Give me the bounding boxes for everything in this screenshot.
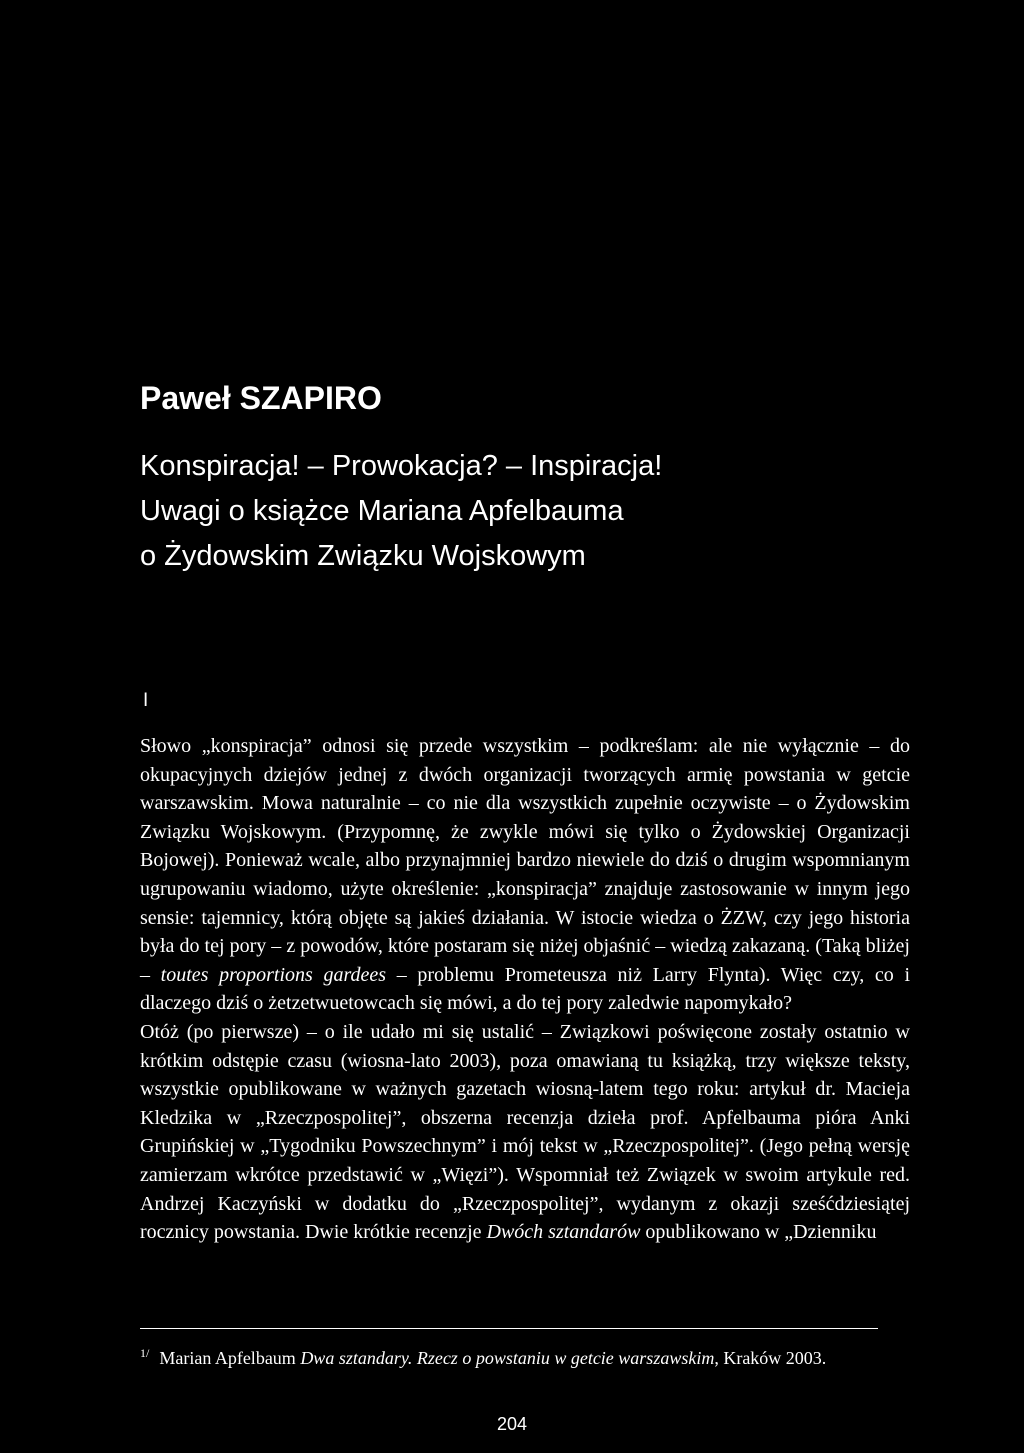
- footnote: [140, 1346, 826, 1369]
- body-text: [140, 732, 910, 1247]
- paragraph-1: [140, 732, 910, 1018]
- footnote-author: Marian Apfelbaum: [159, 1348, 296, 1368]
- paragraph-2: [140, 1018, 910, 1247]
- title-line-2: Uwagi o książce Mariana Apfelbauma: [140, 495, 624, 527]
- section-number: I: [143, 690, 149, 711]
- author-name: Paweł SZAPIRO: [140, 380, 382, 416]
- paragraph-1-text-b: – problemu Prometeusza niż Larry Flynta). Więc czy, co i dlaczego dziś o żetzetwuetowcach się mówi, a do tej pory zaledwie napomykało?: [140, 963, 911, 1015]
- title-line-3: o Żydowskim Związku Wojskowym: [140, 540, 586, 572]
- paragraph-2-text-a: Otóż (po pierwsze) – o ile udało mi się ustalić – Związkowi poświęcone zostały ostatnio w krótkim odstępie czasu (wiosna-lato 2003), poza omawianą tu książką, trzy większe teksty, wszystkie opublikowane w ważnych gazetach wiosną-latem tego roku: artykuł dr. Macieja Kledzika w „Rzeczpospolitej”, obszerna recenzja dzieła prof. Apfelbauma pióra Anki Grupińskiej w „Tygodniku Powszechnym” i mój tekst w „Rzeczpospolitej”. (Jego pełną wersję zamierzam wkrótce przedstawić w „Więzi”). Wspomniał też Związek w swoim artykule red. Andrzej Kaczyński w dodatku do „Rzeczpospolitej”, wydanym z okazji sześćdziesiątej rocznicy powstania. Dwie krótkie recenzje: [140, 1020, 910, 1244]
- title-line-1: Konspiracja! – Prowokacja? – Inspiracja!: [140, 450, 663, 482]
- paragraph-1-italic: toutes proportions gardees: [160, 963, 387, 986]
- footnote-divider: [140, 1328, 878, 1329]
- paragraph-1-text-a: Słowo „konspiracja” odnosi się przede wszystkim – podkreślam: ale nie wyłącznie – do okupacyjnych dziejów jednej z dwóch organizacji tworzących armię powstania w getcie warszawskim. Mowa naturalnie – co nie dla wszystkich zupełnie oczywiste – o Żydowskim Związku Wojskowym. (Przypomnę, że zwykle mówi się tylko o Żydowskiej Organizacji Bojowej). Ponieważ wcale, albo przynajmniej bardzo niewiele do dziś o drugim wspomnianym ugrupowaniu wiadomo, użyte określenie: „konspiracja” znajduje zastosowanie w innym jego sensie: tajemnicy, którą objęte są jakieś działania. W istocie wiedza o ŻZW, czy jego historia była do tej pory – z powodów, które postaram się niżej objaśnić – wiedzą zakazaną. (Taką bliżej –: [140, 735, 910, 986]
- paragraph-2-italic: Dwóch sztandarów: [486, 1221, 641, 1244]
- page-number: 204: [496, 1414, 528, 1434]
- footnote-marker: 1/: [140, 1346, 150, 1360]
- footnote-title: Dwa sztandary. Rzecz o powstaniu w getcie warszawskim: [300, 1348, 715, 1368]
- article-title: [140, 444, 662, 579]
- footnote-rest: , Kraków 2003.: [714, 1348, 827, 1368]
- paragraph-2-text-b: opublikowano w „Dzienniku: [645, 1221, 877, 1244]
